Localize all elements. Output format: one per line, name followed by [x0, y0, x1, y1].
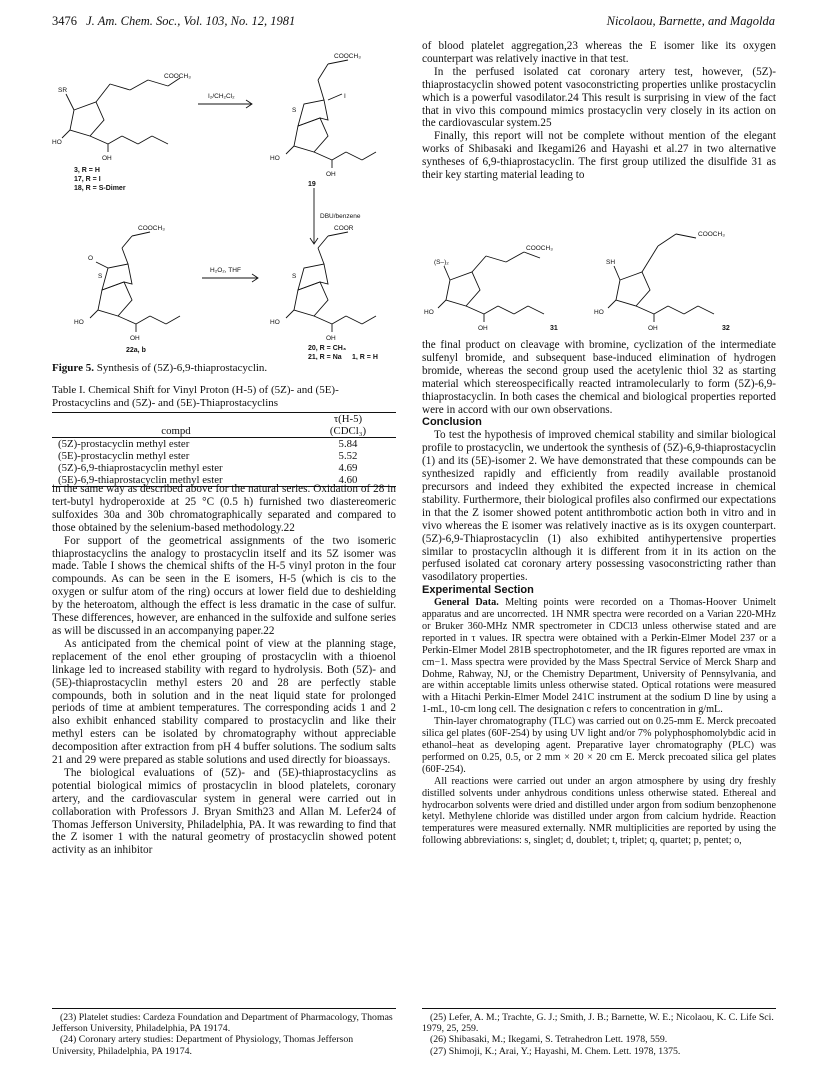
body-paragraph: To test the hypothesis of improved chemical stability and similar biological profile to prostacyclin, we undertook the synthesis of (5Z)-6,9-thiaprostacyclin (1) and its (5E)-isomer 2. We have demonstrated that these compounds can be synthesized rapidly and efficiently from readily available prostanoid precursors and indeed they exhibited the expected increase in chemical stability. Furthermore, their biological profiles also confirmed our expectations in that the Z isomer showed potent antithrombotic action both in vitro and in vivo whereas the E isomer was relatively inactive as is its oxygen counterpart. (5Z)-6,9-Thiaprostacyclin (1) also exhibited antihypertensive properties similar to prostacyclin although it is different from it in its action on the perfused isolated cat coronary artery possessing vasoconstricting rather than vasodilatory properties. [422, 429, 776, 584]
label-ho: HO [74, 319, 84, 326]
left-column-body [52, 483, 396, 857]
label-s: S [292, 273, 297, 280]
label-ho: HO [270, 319, 280, 326]
column-header-tau: τ(H-5) [300, 413, 396, 426]
section-heading-experimental: Experimental Section [422, 584, 534, 597]
label-cooch3: COOCH₃ [334, 53, 361, 60]
disulfide-scheme [422, 224, 776, 334]
label-coor: COOR [334, 225, 354, 232]
reagent-label: DBU/benzene [320, 213, 361, 220]
running-header [52, 14, 775, 30]
compound-label: 19 [308, 181, 316, 188]
label-oh: OH [130, 335, 140, 342]
label-disulfide: (S–)₂ [434, 259, 449, 266]
chemical-shift-table [52, 412, 396, 487]
journal-citation: J. Am. Chem. Soc., Vol. 103, No. 12, 1981 [86, 14, 296, 28]
footnote: (23) Platelet studies: Cardeza Foundation and Department of Pharmacology, Thomas Jefferson University, Philadelphia, PA 19174. [52, 1012, 393, 1035]
label-sr: SR [58, 87, 68, 94]
compound-label: 3, R = H [74, 167, 100, 174]
compound-label: 20, R = CH₃ [308, 345, 347, 352]
footnote-rule [52, 1008, 396, 1009]
compound-name: (5E)-6,9-thiaprostacyclin methyl ester [52, 474, 300, 487]
shift-value: 5.84 [338, 438, 358, 450]
compound-label: 21, R = Na [308, 354, 342, 360]
footnote: (25) Lefer, A. M.; Trachte, G. J.; Smith, J. B.; Barnette, W. E.; Nicolaou, K. C. Life Sci. 1979, 25, 259. [422, 1012, 774, 1035]
body-paragraph: of blood platelet aggregation,23 whereas the E isomer like its oxygen counterpart was relatively inactive in that test. [422, 40, 776, 65]
body-paragraph: All reactions were carried out under an argon atmosphere by using dry freshly distilled solvents under anhydrous conditions unless otherwise stated. Ethereal and hydrocarbon solvents were dried and distilled under argon from sodium benzophenone ketyl. Methylene chloride was distilled under argon from calcium hydride. Reaction temperatures were measured externally. NMR multiplicities are reported by using the following abbreviations: s, singlet; d, doublet; t, triplet; q, quartet; p, pentet; o, [422, 775, 776, 847]
column-header-compd: compd [52, 425, 300, 438]
label-i: I [344, 93, 346, 100]
compound-label: 22a, b [126, 347, 146, 354]
general-data-label: General Data. [434, 597, 499, 609]
compound-name: (5Z)-6,9-thiaprostacyclin methyl ester [58, 462, 223, 474]
body-paragraph: in the same way as described above for the natural series. Oxidation of 28 in tert-butyl hydroperoxide at 25 °C (0.5 h) furnished two diastereomeric sulfoxides 30a and 30b chromatographically separated and compared to those obtained by the selenium-based methodology.22 [52, 483, 396, 534]
synthesis-scheme [52, 40, 396, 360]
compound-label: 18, R = S-Dimer [74, 185, 126, 192]
figure-label: Figure 5. [52, 362, 94, 374]
figure-caption-text: Synthesis of (5Z)-6,9-thiaprostacyclin. [96, 362, 268, 374]
footnotes-left [52, 1012, 396, 1057]
section-heading-conclusion: Conclusion [422, 416, 482, 429]
body-paragraph: In the perfused isolated cat coronary artery test, however, (5Z)-thiaprostacyclin showed potent vasoconstricting properties unlike prostacyclin which is a powerful vasodilator.24 This result is surprising in view of the fact that in vivo this compound mimics prostacyclin very closely in its action on the cardiovascular system.25 [422, 65, 776, 130]
footnote-rule [422, 1008, 776, 1009]
label-oh: OH [478, 325, 488, 332]
label-sh: SH [606, 259, 616, 266]
label-oh: OH [326, 335, 336, 342]
body-paragraph: Melting points were recorded on a Thomas-Hoover Unimelt apparatus and are uncorrected. 1H NMR spectra were recorded on a Varian 220-MHz or Bruker 360-MHz NMR spectrometer in CDCl3 unless otherwise stated and are reported in τ values. IR spectra were obtained with a Perkin-Elmer Model 237 or a Perkin-Elmer Model 281B spectrophotometer, and the IR figures reported are νmax in cm−1. Mass spectra were provided by the Mass Spectral Service of Merck Sharp and Dohme, Rahway, NJ, or the Chemistry Department, University of Pennsylvania, and are within acceptable limits unless otherwise stated. Optical rotations were measured with a Hitachi Perkin-Elmer Model 241C instrument at the sodium D line by using a 1-mL, 10-cm long cell. The designation c refers to concentration in g/mL. [422, 597, 776, 716]
label-oh: OH [326, 171, 336, 178]
label-s: S [98, 273, 103, 280]
compound-name: (5E)-prostacyclin methyl ester [58, 450, 190, 462]
body-paragraph: The biological evaluations of (5Z)- and (5E)-thiaprostacyclins as potential biological mimics of prostacyclin in blood platelets, coronary artery, and the cardiovascular system in general were carried out in collaboration with Professors J. Bryan Smith23 and Allan M. Lefer24 of Thomas Jefferson University, Philadelphia, PA. It was rewarding to find that the Z isomer 1 with the natural geometry of prostacyclin showed potent activity as an inhibitor [52, 766, 396, 857]
reagent-label: I₂/CH₂Cl₂ [208, 93, 235, 100]
scheme-drawing [422, 224, 776, 334]
experimental-text [422, 597, 776, 847]
body-paragraph: For support of the geometrical assignments of the two isomeric thiaprostacyclins the analogy to prostacyclin itself and its 5Z isomer was made. Table I shows the chemical shifts of the H-5 vinyl proton in the four compounds. As can be seen in the E isomers, H-5 (which is cis to the oxygen or sulfur atom of the ring) occurs at lower field due to deshielding by the heteroatom, although the effect is less dramatic in the case of sulfur. These differences, however, are enhanced in the sulfoxide and sulfone series as will be discussed in an accompanying paper.22 [52, 534, 396, 637]
compound-label: 17, R = I [74, 176, 101, 183]
label-oh: OH [102, 155, 112, 162]
scheme-drawing [52, 40, 396, 360]
body-paragraph: As anticipated from the chemical point of view at the planning stage, replacement of the enol ether grouping of prostacyclin with a thioenol linkage led to increased stability with regard to hydrolysis. Both (5Z)- and (5E)-thiaprostacyclin methyl esters 20 and 28 are perfectly stable compounds, both in solution and in the neat liquid state for prolonged periods of time at ambient temperatures. The corresponding acids 1 and 2 also exhibit enhanced stability compared to prostacyclin and like their methyl esters can be isolated by chromatography without appreciable decomposition after extraction from pH 4 buffer solutions. The sodium salts 21 and 29 were prepared as stable solutions and used directly for bioassays. [52, 637, 396, 767]
label-oh: OH [648, 325, 658, 332]
compound-label: 1, R = H [352, 354, 378, 360]
table-label: Table I. [52, 384, 86, 396]
table-row [52, 450, 396, 462]
table-row [52, 462, 396, 474]
table-title [52, 384, 396, 409]
right-column-bottom [422, 339, 776, 847]
shift-value: 4.60 [300, 474, 396, 487]
footnote: (27) Shimoji, K.; Arai, Y.; Hayashi, M. Chem. Lett. 1978, 1375. [430, 1045, 681, 1057]
header-authors: Nicolaou, Barnette, and Magolda [606, 14, 775, 28]
label-ho: HO [52, 139, 62, 146]
reagent-label: H₂O₂, THF [210, 267, 241, 274]
table-row [52, 438, 396, 451]
shift-value: 4.69 [338, 462, 358, 474]
body-paragraph: the final product on cleavage with bromine, cyclization of the intermediate sulfenyl bromide, and subsequent base-induced elimination of hydrogen bromide, whereas the second group used the acetylenic thiol 32 as starting material which stereospecifically reacted intramolecularly to form (5Z)-6,9-thiaprostacyclin. In both cases the chemical and biological properties reported were in accord with our own observations. [422, 339, 776, 416]
column-header-solvent: (CDCl₃) [300, 425, 396, 438]
label-cooch3: COOCH₃ [138, 225, 165, 232]
label-cooch3: COOCH₃ [164, 73, 191, 80]
label-o: O [88, 255, 94, 262]
table-title-text: Chemical Shift for Vinyl Proton (H-5) of (5Z)- and (5E)-Prostacyclins and (5Z)- and (5E)-Thiaprostacyclins [52, 384, 339, 409]
footnote: (24) Coronary artery studies: Department of Physiology, Thomas Jefferson University, Philadelphia, PA 19174. [52, 1034, 354, 1057]
label-cooch3: COOCH₃ [698, 231, 725, 238]
page-number: 3476 [52, 14, 77, 28]
compound-label: 31 [550, 325, 558, 332]
shift-value: 5.52 [338, 450, 358, 462]
label-ho: HO [594, 309, 604, 316]
footnotes-right [422, 1012, 776, 1057]
figure-caption [52, 362, 396, 374]
compound-label: 32 [722, 325, 730, 332]
compound-name: (5Z)-prostacyclin methyl ester [58, 438, 190, 450]
body-paragraph: Thin-layer chromatography (TLC) was carried out on 0.25-mm E. Merck precoated silica gel plates (60F-254) by using UV light and/or 7% polyphosphomolybdic acid in ethanol–heat as developing agent. Preparative layer chromatography (PLC) was performed on 0.25, 0.5, or 2 mm × 20 × 20 cm E. Merck precoated silica gel plates (60F-254). [422, 716, 776, 775]
label-ho: HO [270, 155, 280, 162]
label-s: S [292, 107, 297, 114]
body-paragraph: Finally, this report will not be complete without mention of the elegant works of Shibasaki and Ikegami26 and Hayashi et al.27 in two alternative syntheses of 6,9-thiaprostacyclin. The first group utilized the disulfide 31 as their key starting material leading to [422, 130, 776, 182]
footnote: (26) Shibasaki, M.; Ikegami, S. Tetrahedron Lett. 1978, 559. [430, 1034, 668, 1046]
label-cooch3: COOCH₃ [526, 245, 553, 252]
label-ho: HO [424, 309, 434, 316]
right-column-top [422, 40, 776, 182]
